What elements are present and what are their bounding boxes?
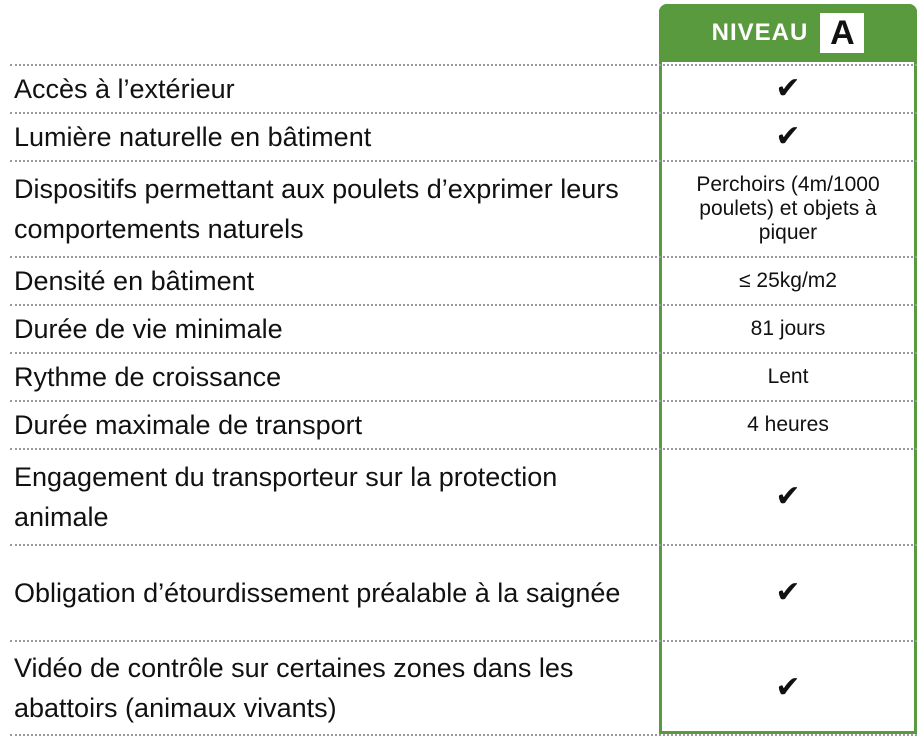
criteria-label: Durée de vie minimale xyxy=(14,314,283,344)
criteria-row-stunning xyxy=(10,544,917,640)
criteria-row-transporter-commitment xyxy=(10,448,917,544)
criteria-label: Lumière naturelle en bâtiment xyxy=(14,122,372,152)
criteria-label: Accès à l’extérieur xyxy=(14,74,235,104)
criteria-row-min-lifespan xyxy=(10,304,917,352)
criteria-row-density xyxy=(10,256,917,304)
check-icon: ✔ xyxy=(775,671,801,704)
criteria-row-video-control xyxy=(10,640,917,736)
check-icon: ✔ xyxy=(775,120,801,153)
criteria-value: 4 heures xyxy=(747,413,829,436)
criteria-row-growth-rate xyxy=(10,352,917,400)
criteria-label: Dispositifs permettant aux poulets d’exprimer leurs comportements naturels xyxy=(14,174,619,244)
check-icon: ✔ xyxy=(775,72,801,105)
criteria-label: Engagement du transporteur sur la protection animale xyxy=(14,462,558,532)
criteria-row-outdoor-access xyxy=(10,64,917,112)
criteria-label: Vidéo de contrôle sur certaines zones dans les abattoirs (animaux vivants) xyxy=(14,653,574,723)
criteria-row-enrichment xyxy=(10,160,917,256)
check-icon: ✔ xyxy=(775,480,801,513)
criteria-label: Obligation d’étourdissement préalable à la saignée xyxy=(14,578,621,608)
criteria-row-natural-light xyxy=(10,112,917,160)
criteria-label: Durée maximale de transport xyxy=(14,410,363,440)
criteria-label: Densité en bâtiment xyxy=(14,266,255,296)
criteria-value: 81 jours xyxy=(750,317,826,340)
criteria-value: Lent xyxy=(767,365,809,388)
criteria-row-transport-duration xyxy=(10,400,917,448)
criteria-value: Perchoirs (4m/1000 poulets) et objets à piquer xyxy=(696,173,880,244)
level-label: NIVEAU xyxy=(711,19,809,46)
level-header xyxy=(659,4,917,62)
criteria-value: ≤ 25kg/m2 xyxy=(739,269,837,292)
grade-badge: A xyxy=(820,13,864,53)
criteria-label: Rythme de croissance xyxy=(14,362,282,392)
check-icon: ✔ xyxy=(775,576,801,609)
